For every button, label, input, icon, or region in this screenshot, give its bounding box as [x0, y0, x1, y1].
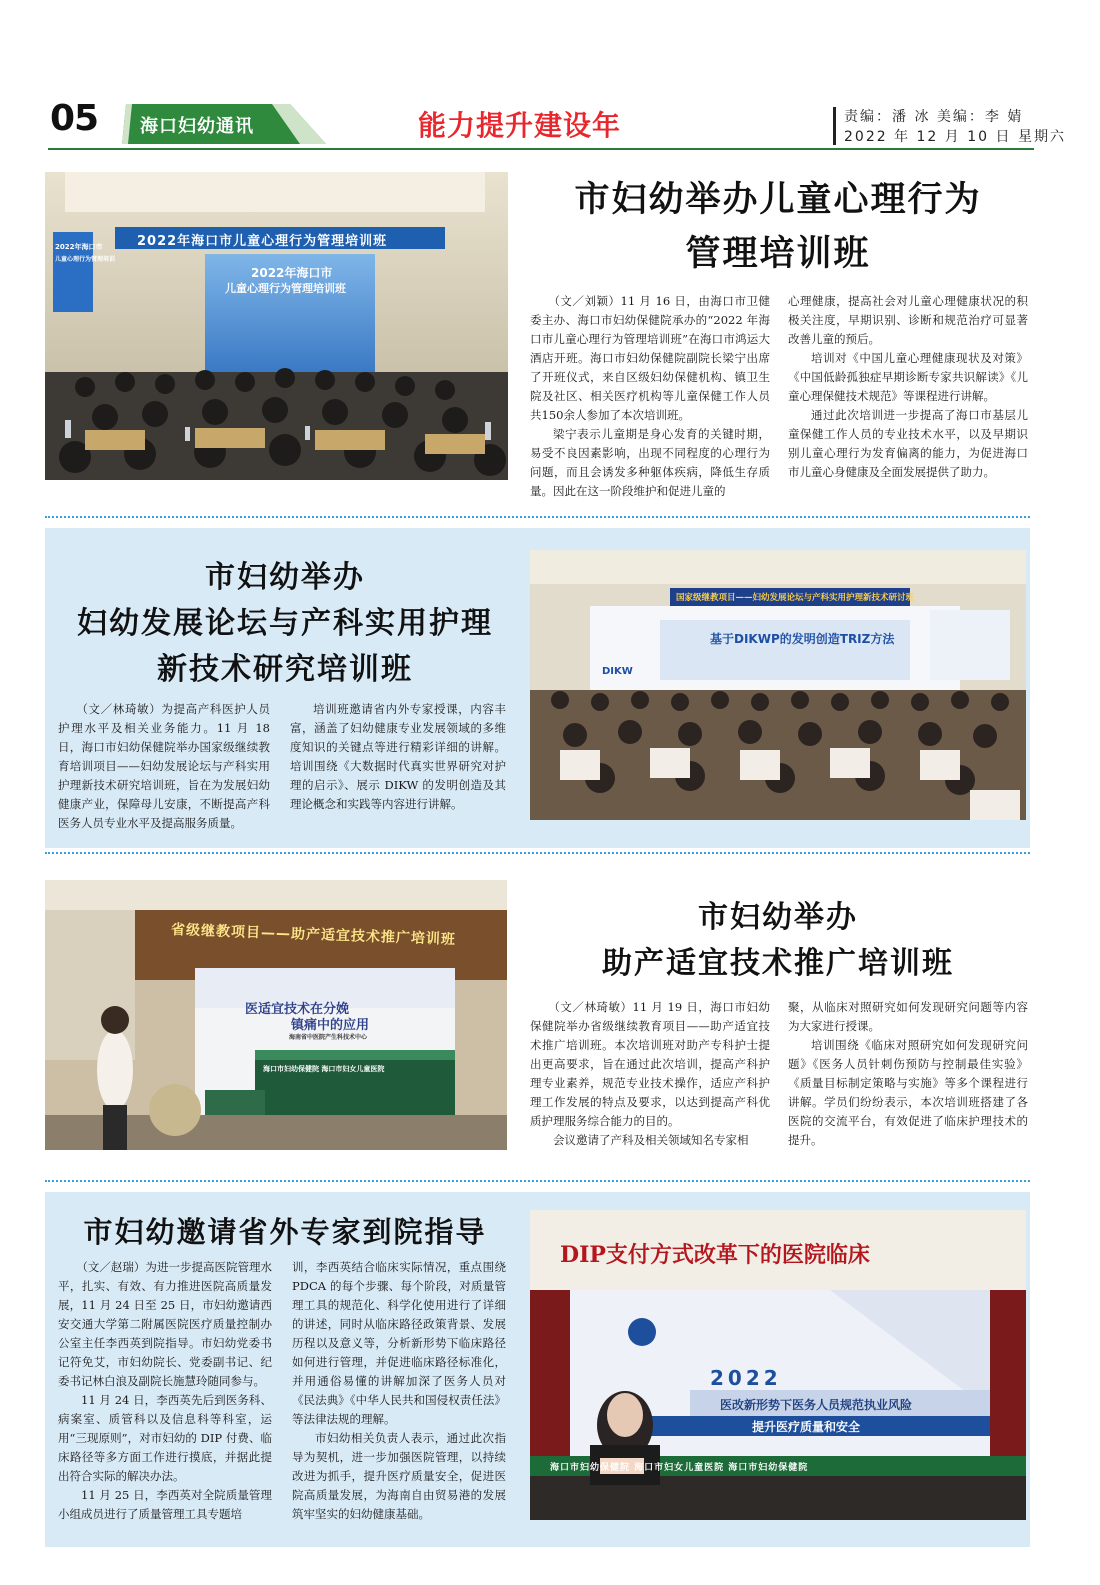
article3-col2: [788, 998, 1028, 1150]
article1-col1-para1: （文／刘颖）11 月 16 日，由海口市卫健委主办、海口市妇幼保健院承办的“2022 年海口市儿童心理行为管理培训班”在海口市鸿运大酒店开班。海口市妇幼保健院副院长梁宁出席了开班仪式，来自区级妇幼保健机构、镇卫生院及社区、相关医疗机构等儿童保健工作人员共150余人参加了本次培训班。: [530, 294, 770, 422]
article1-title-line1: 市妇幼举办儿童心理行为: [574, 180, 982, 220]
article1-col1-para2: 梁宁表示儿童期是身心发育的关键时期，易受不良因素影响，出现不同程度的心理行为问题，而且会诱发多种躯体疾病，降低生存质量。因此在这一阶段维护和促进儿童的: [530, 427, 770, 498]
article2-photo-slide-title: 基于DIKWP的发明创造TRIZ方法: [710, 632, 895, 646]
article3-photo: [45, 880, 507, 1150]
article1-photo-screen-line1: 2022年海口市: [251, 266, 333, 280]
article2-col2-para1: 培训班邀请省内外专家授课，内容丰富，涵盖了妇幼健康专业发展领域的多维度知识的关键点等进行精彩详细的讲解。培训围绕《大数据时代真实世界研究对护理的启示》、展示 DIKW 的发明创造及其理论概念和实践等内容进行讲解。: [290, 702, 506, 811]
article3-title-line2: 助产适宜技术推广培训班: [602, 946, 954, 981]
article1-photo-banner: 2022年海口市儿童心理行为管理培训班: [137, 234, 388, 249]
article2-title-line2: 妇幼发展论坛与产科实用护理: [77, 606, 493, 641]
article1-photo-side-sign-line1: 2022年海口市: [55, 243, 103, 251]
article1-col1: [530, 292, 770, 501]
article4-title: 市妇幼邀请省外专家到院指导: [83, 1215, 487, 1249]
article3-col2-para1: 聚，从临床对照研究如何发现研究问题等内容为大家进行授课。: [788, 1000, 1028, 1033]
article4-col1-para1: （文／赵瑞）为进一步提高医院管理水平，扎实、有效、有力推进医院高质量发展，11 月 24 日至 25 日，市妇幼邀请西安交通大学第二附属医院医疗质量控制办公室主任李西英到院指导。市妇幼党委书记符免艾，市妇幼院长、党委副书记、纪委书记林白浪及副院长施慧玲随同参与。: [58, 1260, 272, 1388]
article4-col2-para1: 训，李西英结合临床实际情况，重点围绕 PDCA 的每个步骤、每个阶段，对质量管理工具的规范化、科学化使用进行了详细的讲述，同时从临床路径政策背景、发展历程以及意义等，分析新形势下临床路径如何进行管理，并促进临床路径标准化，并用通俗易懂的讲解加深了医务人员对《民法典》《中华人民共和国侵权责任法》等法律法规的理解。: [292, 1260, 506, 1426]
article1-col2-para1: 心理健康，提高社会对儿童心理健康状况的积极关注度，早期识别、诊断和规范治疗可显著改善儿童的预后。: [788, 294, 1028, 346]
article1-col2-para3: 通过此次培训进一步提高了海口市基层儿童保健工作人员的专业技术水平，以及早期识别儿童心理行为发育偏离的能力，为促进海口市儿童心身健康及全面发展提供了助力。: [788, 408, 1028, 479]
article4-col1: [58, 1258, 272, 1524]
article2-photo-logo: DIKW: [602, 666, 633, 677]
page-number: 05: [50, 98, 99, 139]
article4-photo-banner: DIP支付方式改革下的医院临床: [560, 1242, 870, 1268]
article3-photo-banner: 省级继教项目——助产适宜技术推广培训班: [170, 922, 457, 948]
article1-col2: [788, 292, 1028, 482]
article1-photo-side-sign-line2: 儿童心理行为管理培训: [55, 256, 116, 263]
article2-col1-para1: （文／林琦敏）为提高产科医护人员护理水平及相关业务能力。11 月 18 日，海口市妇幼保健院举办国家级继续教育培训项目——妇幼发展论坛与产科实用护理新技术研究培训班，旨在为发展妇幼健康产业，保障母儿安康，不断提高产科医务人员专业水平及提高服务质量。: [58, 702, 270, 830]
article1-col2-para2: 培训对《中国儿童心理健康现状及对策》《中国低龄孤独症早期诊断专家共识解读》《儿童心理保健技术规范》等课程进行讲解。: [788, 351, 1028, 403]
article4-photo-footer-text: 海口市妇幼保健院 海口市妇女儿童医院 海口市妇幼保健院: [550, 1463, 809, 1473]
article4-photo-slide-year: 2022: [710, 1366, 782, 1390]
article3-photo-podium: 海口市妇幼保健院 海口市妇女儿童医院: [263, 1065, 385, 1073]
article1-photo: [45, 172, 508, 480]
article3-col1: [530, 998, 770, 1150]
article2-title-line1: 市妇幼举办: [205, 560, 365, 595]
column-title: 能力提升建设年: [418, 109, 622, 142]
article4-photo: [530, 1210, 1026, 1520]
header-divider: [833, 107, 836, 145]
article4-photo-slide-line2: 提升医疗质量和安全: [752, 1420, 861, 1434]
article2-bottom-dotted-rule: [45, 852, 1030, 854]
article3-photo-slide-small: 海南省中医院产生科技术中心: [289, 1034, 368, 1041]
article3-title-line1: 市妇幼举办: [698, 900, 858, 935]
article2-photo: [530, 550, 1026, 820]
article3-photo-slide-line1: 医适宜技术在分娩: [245, 1002, 350, 1017]
article4-col2: [292, 1258, 506, 1524]
article4-col1-para3: 11 月 25 日，李西英对全院质量管理小组成员进行了质量管理工具专题培: [58, 1488, 272, 1521]
article2-col1: [58, 700, 270, 833]
article2-col2: [290, 700, 506, 814]
article2-title-line3: 新技术研究培训班: [157, 652, 413, 687]
article4-photo-slide-line1: 医改新形势下医务人员规范执业风险: [720, 1398, 913, 1412]
article2-top-dotted-rule: [45, 516, 1030, 518]
header-rule: [48, 148, 1034, 150]
article1-title-line2: 管理培训班: [685, 234, 871, 274]
article4-top-dotted-rule: [45, 1180, 1030, 1182]
article4-col2-para2: 市妇幼相关负责人表示，通过此次指导为契机，进一步加强医院管理，以持续改进为抓手，提升医疗质量安全，促进医院高质量发展，为海南自由贸易港的发展筑牢坚实的妇幼健康基础。: [292, 1431, 506, 1521]
article3-photo-slide-line2: 镇痛中的应用: [291, 1018, 370, 1033]
article4-col1-para2: 11 月 24 日，李西英先后到医务科、病案室、质管科以及信息科等科室，运用“三现原则”，对市妇幼的 DIP 付费、临床路径等多方面工作进行摸底，并据此提出符合实际的解决办法。: [58, 1393, 272, 1483]
editors-line: 责编：潘 冰 美编：李 婧: [844, 109, 1024, 125]
article3-col1-para2: 会议邀请了产科及相关领域知名专家相: [553, 1133, 749, 1147]
masthead-title: 海口妇幼通讯: [140, 116, 254, 137]
article3-col1-para1: （文／林琦敏）11 月 19 日，海口市妇幼保健院举办省级继续教育项目——助产适宜技术推广培训班。本次培训班对助产专科护士提出更高要求，旨在通过此次培训，提高产科护理专业素养，规范专业技术操作，适应产科护理工作发展的特点及要求，以达到提高产科优质护理服务综合能力的目的。: [530, 1000, 770, 1128]
issue-date: 2022 年 12 月 10 日 星期六: [844, 129, 1066, 145]
article1-photo-screen-line2: 儿童心理行为管理培训班: [225, 282, 346, 295]
article2-photo-banner: 国家级继教项目——妇幼发展论坛与产科实用护理新技术研讨班: [676, 593, 915, 603]
article3-col2-para2: 培训围绕《临床对照研究如何发现研究问题》《医务人员针刺伤预防与控制最佳实验》《质量目标制定策略与实施》等多个课程进行讲解。学员们纷纷表示，本次培训班搭建了各医院的交流平台，有效促进了临床护理技术的提升。: [788, 1038, 1028, 1147]
